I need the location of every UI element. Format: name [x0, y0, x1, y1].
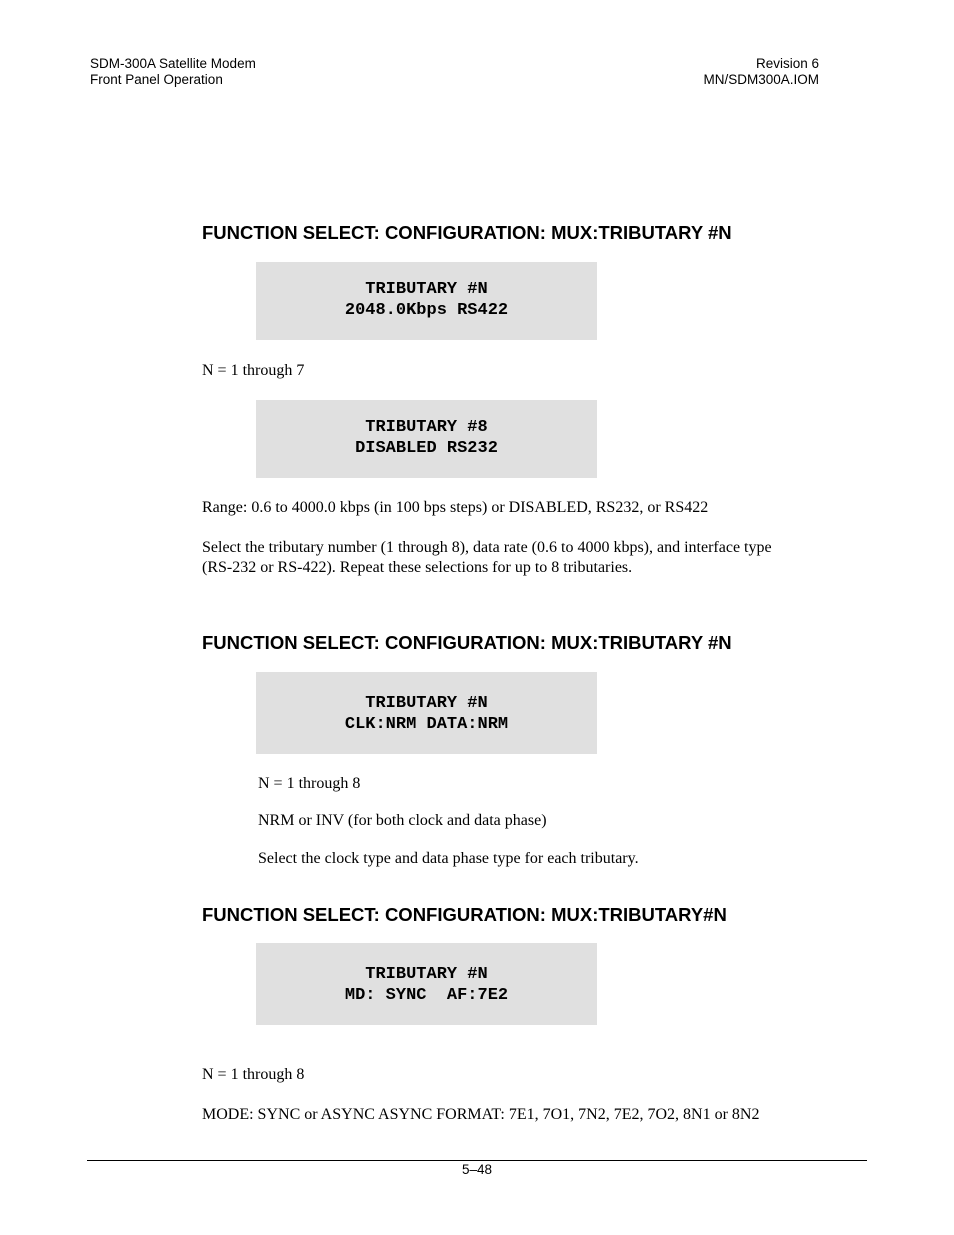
- lcd-line-2: MD: SYNC AF:7E2: [344, 986, 509, 1005]
- select-clock-text: Select the clock type and data phase type for each tributary.: [258, 850, 639, 867]
- document-header-right: [703, 56, 819, 88]
- manual-title: SDM-300A Satellite Modem: [90, 56, 256, 71]
- lcd-line-2: CLK:NRM DATA:NRM: [344, 715, 509, 734]
- range-text: Range: 0.6 to 4000.0 kbps (in 100 bps steps) or DISABLED, RS232, or RS422: [202, 499, 709, 516]
- revision-label: Revision 6: [755, 56, 819, 71]
- select-paragraph-line-1: Select the tributary number (1 through 8), data rate (0.6 to 4000 kbps), and interface type: [202, 539, 772, 556]
- section-heading-tributary-clock: FUNCTION SELECT: CONFIGURATION: MUX:TRIBUTARY #N: [202, 632, 732, 653]
- document-number: MN/SDM300A.IOM: [703, 72, 819, 87]
- lcd-display-tributary-clock: [256, 672, 597, 754]
- chapter-title: Front Panel Operation: [90, 72, 223, 87]
- n-range-text: N = 1 through 8: [202, 1066, 305, 1083]
- lcd-line-2: DISABLED RS232: [355, 439, 498, 458]
- select-paragraph-line-2: (RS-232 or RS-422). Repeat these selections for up to 8 tributaries.: [202, 559, 633, 576]
- lcd-line-1: TRIBUTARY #N: [365, 965, 488, 984]
- phase-text: NRM or INV (for both clock and data phase): [258, 812, 547, 829]
- page-number: 5–48: [461, 1162, 493, 1177]
- lcd-line-1: TRIBUTARY #N: [365, 694, 488, 713]
- lcd-line-2: 2048.0Kbps RS422: [344, 301, 509, 320]
- section-heading-tributary-rate: FUNCTION SELECT: CONFIGURATION: MUX:TRIBUTARY #N: [202, 222, 732, 243]
- select-paragraph: [202, 538, 772, 578]
- lcd-display-tributary-rate: [256, 262, 597, 340]
- mode-text: MODE: SYNC or ASYNC ASYNC FORMAT: 7E1, 7O1, 7N2, 7E2, 7O2, 8N1 or 8N2: [202, 1106, 760, 1123]
- footer-rule: [87, 1160, 867, 1161]
- section-heading-tributary-mode: FUNCTION SELECT: CONFIGURATION: MUX:TRIBUTARY#N: [202, 904, 727, 925]
- lcd-line-1: TRIBUTARY #N: [365, 280, 488, 299]
- lcd-display-tributary-mode: [256, 943, 597, 1025]
- lcd-display-tributary-8: [256, 400, 597, 478]
- lcd-line-1: TRIBUTARY #8: [365, 418, 488, 437]
- n-range-text: N = 1 through 8: [258, 775, 361, 792]
- n-range-text: N = 1 through 7: [202, 362, 305, 379]
- document-header-left: [90, 56, 256, 88]
